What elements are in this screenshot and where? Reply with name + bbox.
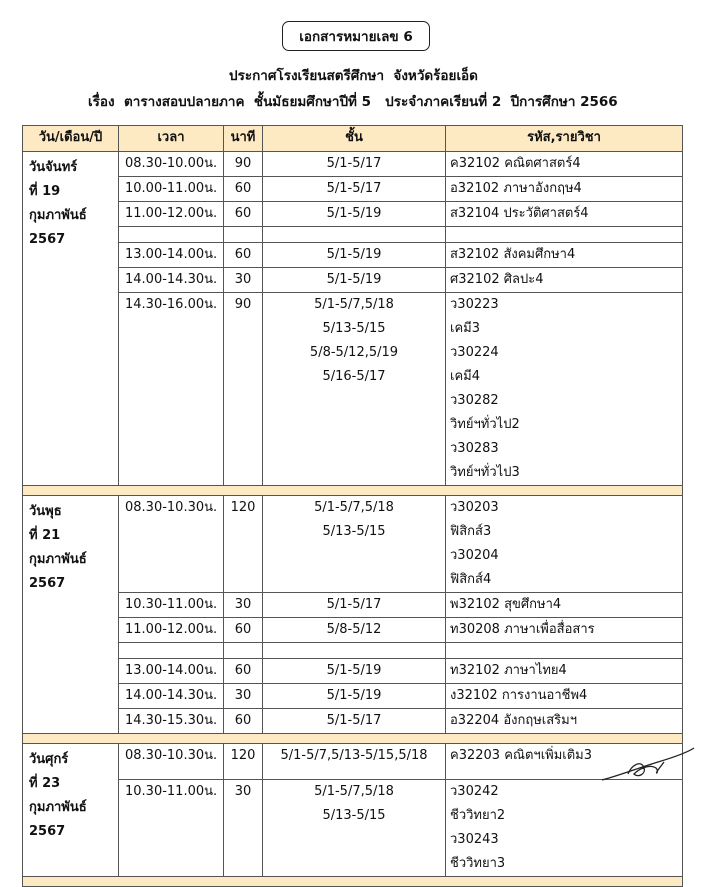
minutes-cell: 120	[224, 496, 263, 593]
class-cell	[263, 293, 446, 486]
blank-cell	[446, 227, 683, 243]
time-cell: 08.30-10.30น.	[119, 496, 224, 593]
subject-code: พ32102	[450, 597, 500, 612]
header-class: ชั้น	[263, 126, 446, 152]
table-row	[23, 659, 683, 684]
subject-cell	[446, 177, 683, 202]
subject-code: อ32102	[450, 181, 500, 196]
subject-name: ภาษาเพื่อสื่อสาร	[504, 622, 595, 637]
announcement-title: ประกาศโรงเรียนสตรีศึกษา จังหวัดร้อยเอ็ด	[229, 68, 478, 84]
subject-entry	[450, 389, 678, 437]
day-name: วันพุธ	[29, 504, 62, 519]
subject-code: ส32104	[450, 206, 500, 221]
table-row	[23, 243, 683, 268]
subject-entry	[450, 341, 678, 389]
header-minutes: นาที	[224, 126, 263, 152]
subject-cell	[446, 684, 683, 709]
table-row	[23, 744, 683, 780]
subject-name: เคมี3	[450, 321, 480, 336]
header-time: เวลา	[119, 126, 224, 152]
subject-name: อังกฤษเสริมฯ	[503, 713, 578, 728]
subject-cell	[446, 202, 683, 227]
minutes-cell: 90	[224, 152, 263, 177]
class-cell: 5/1-5/17	[263, 177, 446, 202]
minutes-cell: 30	[224, 780, 263, 877]
minutes-cell: 60	[224, 618, 263, 643]
subject-name: วิทย์ฯทั่วไป2	[450, 417, 520, 432]
time-cell: 14.30-15.30น.	[119, 709, 224, 734]
minutes-cell: 30	[224, 268, 263, 293]
subject-cell	[446, 496, 683, 593]
table-row	[23, 152, 683, 177]
subject-code: ท30208	[450, 622, 500, 637]
subject-code: ค32102	[450, 156, 501, 171]
table-row	[23, 684, 683, 709]
subject-code: ว30243	[450, 832, 499, 847]
blank-cell	[446, 643, 683, 659]
exam-schedule-table	[22, 125, 683, 887]
subject-name: เคมี4	[450, 369, 480, 384]
class-cell: 5/8-5/12	[263, 618, 446, 643]
separator-cell	[23, 486, 683, 496]
class-range: 5/13-5/15	[322, 808, 386, 823]
header-subject: รหัส,รายวิชา	[446, 126, 683, 152]
subject-cell	[446, 293, 683, 486]
time-cell: 14.00-14.30น.	[119, 684, 224, 709]
minutes-cell: 30	[224, 593, 263, 618]
table-row	[23, 268, 683, 293]
class-cell: 5/1-5/7,5/13-5/15,5/18	[263, 744, 446, 780]
class-cell: 5/1-5/19	[263, 659, 446, 684]
day-month: กุมภาพันธ์	[29, 208, 87, 223]
day-month: กุมภาพันธ์	[29, 552, 87, 567]
minutes-cell: 60	[224, 659, 263, 684]
subject-name: ชีววิทยา3	[450, 856, 506, 871]
separator-cell	[23, 877, 683, 887]
class-range: 5/1-5/7,5/18	[314, 297, 394, 312]
lunch-break-row	[23, 643, 683, 659]
day-year: 2567	[29, 824, 66, 839]
blank-cell	[224, 227, 263, 243]
minutes-cell: 60	[224, 709, 263, 734]
class-cell	[263, 496, 446, 593]
minutes-cell: 60	[224, 243, 263, 268]
subject-name: คณิตศาสตร์4	[504, 156, 581, 171]
day-separator	[23, 734, 683, 744]
subject-name: ชีววิทยา2	[450, 808, 506, 823]
subject-cell	[446, 618, 683, 643]
table-row	[23, 618, 683, 643]
subject-text: ตารางสอบปลายภาค ชั้นมัธยมศึกษาปีที่ 5 ประจำภาคเรียนที่ 2 ปีการศึกษา 2566	[123, 94, 618, 110]
subject-code: ส32102	[450, 247, 500, 262]
class-range: 5/16-5/17	[322, 369, 386, 384]
table-row	[23, 177, 683, 202]
subject-code: ว30203	[450, 500, 499, 515]
table-row	[23, 496, 683, 593]
day-month: กุมภาพันธ์	[29, 800, 87, 815]
class-range: 5/1-5/7,5/18	[314, 500, 394, 515]
subject-name: คณิตฯเพิ่มเติม3	[504, 748, 593, 763]
table-row	[23, 593, 683, 618]
class-cell	[263, 780, 446, 877]
class-cell: 5/1-5/17	[263, 152, 446, 177]
time-cell: 11.00-12.00น.	[119, 202, 224, 227]
subject-cell	[446, 268, 683, 293]
subject-line	[88, 90, 618, 112]
class-cell: 5/1-5/19	[263, 268, 446, 293]
time-cell: 13.00-14.00น.	[119, 243, 224, 268]
header-date: วัน/เดือน/ปี	[23, 126, 119, 152]
day-separator	[23, 877, 683, 887]
blank-cell	[263, 643, 446, 659]
blank-cell	[224, 643, 263, 659]
subject-entry	[450, 828, 678, 876]
subject-code: ท32102	[450, 663, 500, 678]
time-cell: 13.00-14.00น.	[119, 659, 224, 684]
class-range: 5/1-5/7,5/18	[314, 784, 394, 799]
signature-mark	[598, 738, 698, 788]
class-range: 5/13-5/15	[322, 321, 386, 336]
subject-cell	[446, 593, 683, 618]
subject-entry	[450, 293, 678, 341]
time-cell: 10.00-11.00น.	[119, 177, 224, 202]
class-cell: 5/1-5/19	[263, 243, 446, 268]
subject-name: ประวัติศาสตร์4	[503, 206, 589, 221]
subject-name: ภาษาไทย4	[504, 663, 567, 678]
day-name: วันจันทร์	[29, 160, 78, 175]
time-cell: 08.30-10.30น.	[119, 744, 224, 780]
minutes-cell: 30	[224, 684, 263, 709]
day-date: ที่ 19	[29, 184, 61, 199]
minutes-cell: 60	[224, 177, 263, 202]
class-range: 5/8-5/12,5/19	[309, 345, 399, 360]
subject-cell	[446, 243, 683, 268]
class-cell: 5/1-5/17	[263, 593, 446, 618]
subject-code: ค32203	[450, 748, 501, 763]
subject-code: ว30242	[450, 784, 499, 799]
day-year: 2567	[29, 232, 66, 247]
time-cell: 14.30-16.00น.	[119, 293, 224, 486]
class-range: 5/13-5/15	[322, 524, 386, 539]
subject-name: วิทย์ฯทั่วไป3	[450, 465, 520, 480]
table-row	[23, 709, 683, 734]
subject-code: ว30204	[450, 548, 499, 563]
minutes-cell: 90	[224, 293, 263, 486]
time-cell: 14.00-14.30น.	[119, 268, 224, 293]
day-cell	[23, 152, 119, 486]
day-year: 2567	[29, 576, 66, 591]
subject-label: เรื่อง	[88, 94, 115, 110]
table-row	[23, 293, 683, 486]
time-cell: 10.30-11.00น.	[119, 593, 224, 618]
time-cell: 10.30-11.00น.	[119, 780, 224, 877]
subject-name: การงานอาชีพ4	[501, 688, 588, 703]
subject-cell	[446, 780, 683, 877]
day-separator	[23, 486, 683, 496]
subject-name: ฟิสิกส์3	[450, 524, 492, 539]
class-cell: 5/1-5/17	[263, 709, 446, 734]
day-cell	[23, 744, 119, 877]
day-cell	[23, 496, 119, 734]
subject-name: สุขศึกษา4	[504, 597, 562, 612]
subject-code: ศ32102	[450, 272, 500, 287]
day-date: ที่ 23	[29, 776, 61, 791]
blank-cell	[119, 227, 224, 243]
subject-cell	[446, 709, 683, 734]
lunch-break-row	[23, 227, 683, 243]
day-date: ที่ 21	[29, 528, 61, 543]
blank-cell	[263, 227, 446, 243]
subject-code: ว30224	[450, 345, 499, 360]
subject-code: ง32102	[450, 688, 498, 703]
subject-cell	[446, 152, 683, 177]
subject-entry	[450, 544, 678, 592]
subject-entry	[450, 437, 678, 485]
subject-code: ว30283	[450, 441, 499, 456]
minutes-cell: 120	[224, 744, 263, 780]
time-cell: 11.00-12.00น.	[119, 618, 224, 643]
subject-name: ภาษาอังกฤษ4	[503, 181, 582, 196]
subject-name: ศิลปะ4	[503, 272, 544, 287]
table-header-row	[23, 126, 683, 152]
separator-cell	[23, 734, 683, 744]
table-row	[23, 202, 683, 227]
subject-code: ว30223	[450, 297, 499, 312]
subject-code: ว30282	[450, 393, 499, 408]
class-cell: 5/1-5/19	[263, 202, 446, 227]
subject-cell	[446, 659, 683, 684]
time-cell: 08.30-10.00น.	[119, 152, 224, 177]
table-row	[23, 780, 683, 877]
day-name: วันศุกร์	[29, 752, 69, 767]
subject-entry	[450, 496, 678, 544]
subject-code: อ32204	[450, 713, 500, 728]
subject-name: สังคมศึกษา4	[503, 247, 576, 262]
document-number-badge: เอกสารหมายเลข 6	[282, 21, 430, 51]
subject-name: ฟิสิกส์4	[450, 572, 492, 587]
minutes-cell: 60	[224, 202, 263, 227]
blank-cell	[119, 643, 224, 659]
class-cell: 5/1-5/19	[263, 684, 446, 709]
